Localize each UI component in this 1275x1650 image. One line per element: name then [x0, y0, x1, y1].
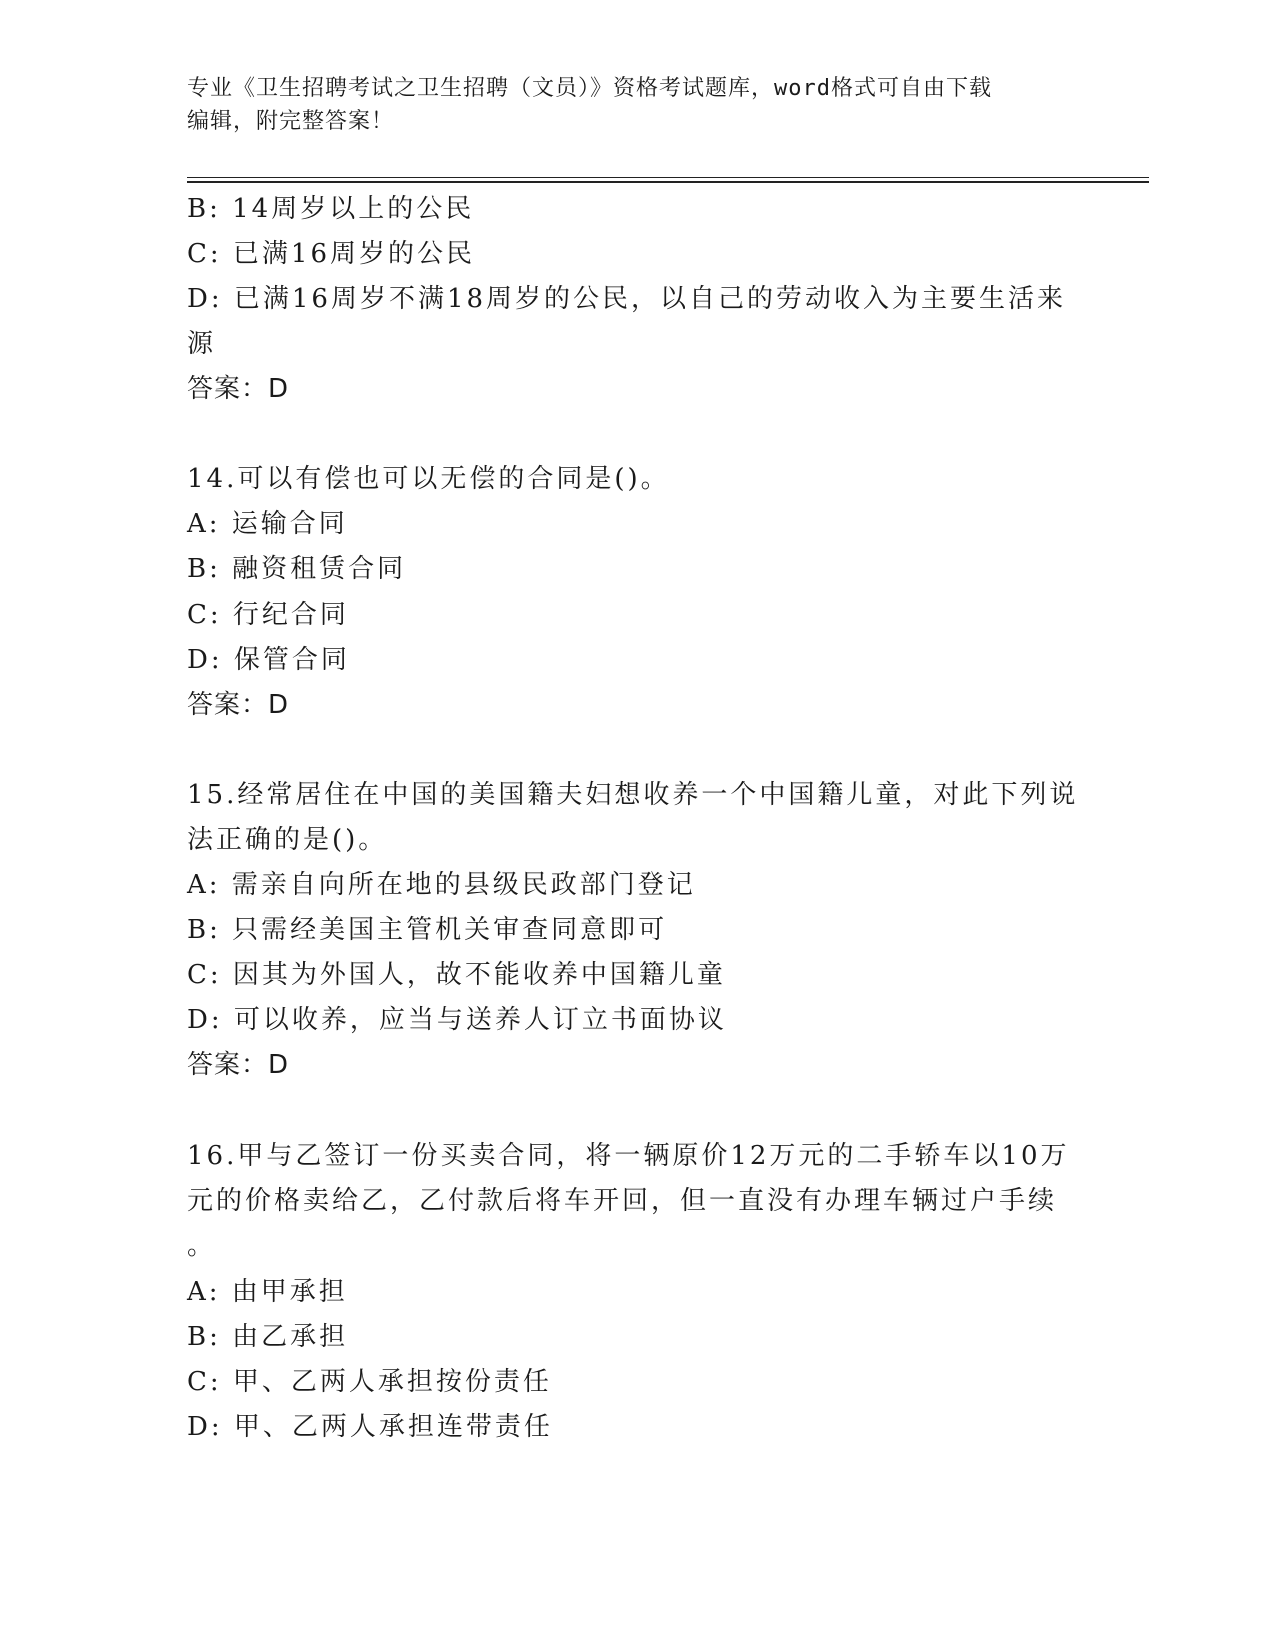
header-divider-thick	[187, 181, 1149, 183]
header-divider-thin	[187, 177, 1149, 178]
q13-option-b: B: 14周岁以上的公民	[187, 194, 475, 224]
q14-option-a: A: 运输合同	[187, 509, 348, 539]
q14-option-d: D: 保管合同	[187, 645, 350, 675]
q15-question-line-2: 法正确的是()。	[187, 825, 388, 855]
q16-option-d: D: 甲、乙两人承担连带责任	[187, 1412, 553, 1442]
q15-option-a: A: 需亲自向所在地的县级民政部门登记	[187, 870, 696, 900]
q14-option-b: B: 融资租赁合同	[187, 554, 407, 584]
q15-question-line-1: 15.经常居住在中国的美国籍夫妇想收养一个中国籍儿童，对此下列说	[187, 780, 1079, 810]
q13-option-d-line-1: D: 已满16周岁不满18周岁的公民，以自己的劳动收入为主要生活来	[187, 284, 1067, 314]
q15-option-b: B: 只需经美国主管机关审查同意即可	[187, 915, 668, 945]
q13-answer: 答案：D	[187, 374, 290, 404]
q15-option-c: C: 因其为外国人，故不能收养中国籍儿童	[187, 960, 726, 990]
q16-option-b: B: 由乙承担	[187, 1322, 349, 1352]
q13-option-c: C: 已满16周岁的公民	[187, 239, 476, 269]
q16-option-c: C: 甲、乙两人承担按份责任	[187, 1367, 552, 1397]
q16-question-line-2: 元的价格卖给乙，乙付款后将车开回，但一直没有办理车辆过户手续	[187, 1186, 1058, 1216]
q16-option-a: A: 由甲承担	[187, 1277, 348, 1307]
q16-question-line-3: 。	[187, 1231, 217, 1261]
q14-option-c: C: 行纪合同	[187, 600, 349, 630]
q14-answer: 答案：D	[187, 690, 290, 720]
q15-answer: 答案：D	[187, 1050, 290, 1080]
q13-option-d-line-2: 源	[187, 329, 217, 359]
header-line-2: 编辑，附完整答案！	[187, 109, 395, 134]
q14-question: 14.可以有偿也可以无偿的合同是()。	[187, 464, 670, 494]
q16-question-line-1: 16.甲与乙签订一份买卖合同，将一辆原价12万元的二手轿车以10万	[187, 1141, 1070, 1171]
document-header	[187, 72, 1067, 138]
header-line-1: 专业《卫生招聘考试之卫生招聘（文员）》资格考试题库，word格式可自由下载	[187, 76, 992, 101]
q15-option-d: D: 可以收养，应当与送养人订立书面协议	[187, 1005, 727, 1035]
